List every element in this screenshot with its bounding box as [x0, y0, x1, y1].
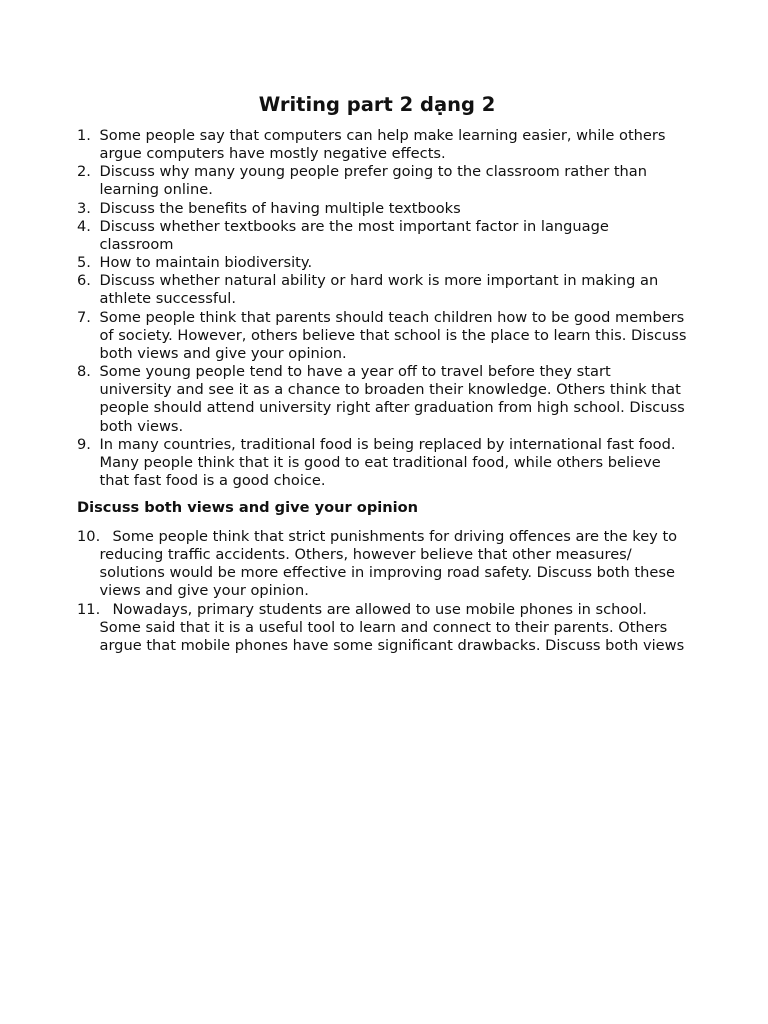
item-text: Some people think that strict punishments for driving offences are the key to reducing traffic accidents. Others, however believe that other measures/ solutions would be more effective in improving road safety. Discuss both these views and give your opinion.: [99, 528, 678, 600]
item-number: 6.: [77, 272, 91, 290]
list-item: [77, 127, 687, 163]
item-text: Discuss whether natural ability or hard work is more important in making an athlete successful.: [99, 272, 659, 308]
item-number: 9.: [77, 435, 91, 453]
item-number: 10.: [77, 528, 101, 545]
item-text: Some people think that parents should teach children how to be good members of society. However, others believe that school is the place to learn this. Discuss both views and give your opinion.: [99, 308, 687, 362]
list-item: [77, 528, 687, 601]
list-item: [77, 200, 687, 218]
item-number: 1.: [77, 127, 91, 144]
list-item: [77, 363, 687, 436]
list-item: [77, 218, 687, 254]
list-item: [77, 163, 687, 199]
item-text: Discuss the benefits of having multiple textbooks: [99, 199, 461, 217]
list-item: [77, 309, 687, 363]
item-number: 4.: [77, 217, 91, 235]
item-number: 2.: [77, 163, 91, 181]
item-number: 8.: [77, 363, 91, 381]
topic-list-second: [77, 528, 687, 655]
item-text: In many countries, traditional food is being replaced by international fast food. Many people think that it is good to eat traditional food, while others believe that fast food is a good choice.: [99, 435, 676, 489]
item-text: Discuss whether textbooks are the most important factor in language classroom: [99, 217, 609, 253]
item-text: Some young people tend to have a year off to travel before they start university and see it as a chance to broaden their knowledge. Others think that people should attend university right after graduation from high school. Discuss both views.: [99, 363, 685, 435]
document-title: Writing part 2 dạng 2: [258, 93, 496, 116]
list-item: [77, 601, 687, 655]
item-number: 3.: [77, 199, 91, 217]
list-item: [77, 436, 687, 490]
item-number: 7.: [77, 308, 91, 326]
list-item: [77, 272, 687, 308]
item-number: 11.: [77, 600, 101, 618]
item-number: 5.: [77, 254, 91, 272]
item-text: Nowadays, primary students are allowed to use mobile phones in school. Some said that it is a useful tool to learn and connect to their parents. Others argue that mobile phones have some significant drawbacks. Discuss both views: [99, 600, 685, 654]
item-text: How to maintain biodiversity.: [99, 254, 313, 272]
item-text: Some people say that computers can help make learning easier, while others argue computers have mostly negative effects.: [99, 127, 666, 163]
section-subheading: Discuss both views and give your opinion: [77, 499, 419, 516]
item-text: Discuss why many young people prefer going to the classroom rather than learning online.: [99, 163, 648, 199]
topic-list-first: [77, 127, 687, 490]
list-item: [77, 254, 687, 272]
